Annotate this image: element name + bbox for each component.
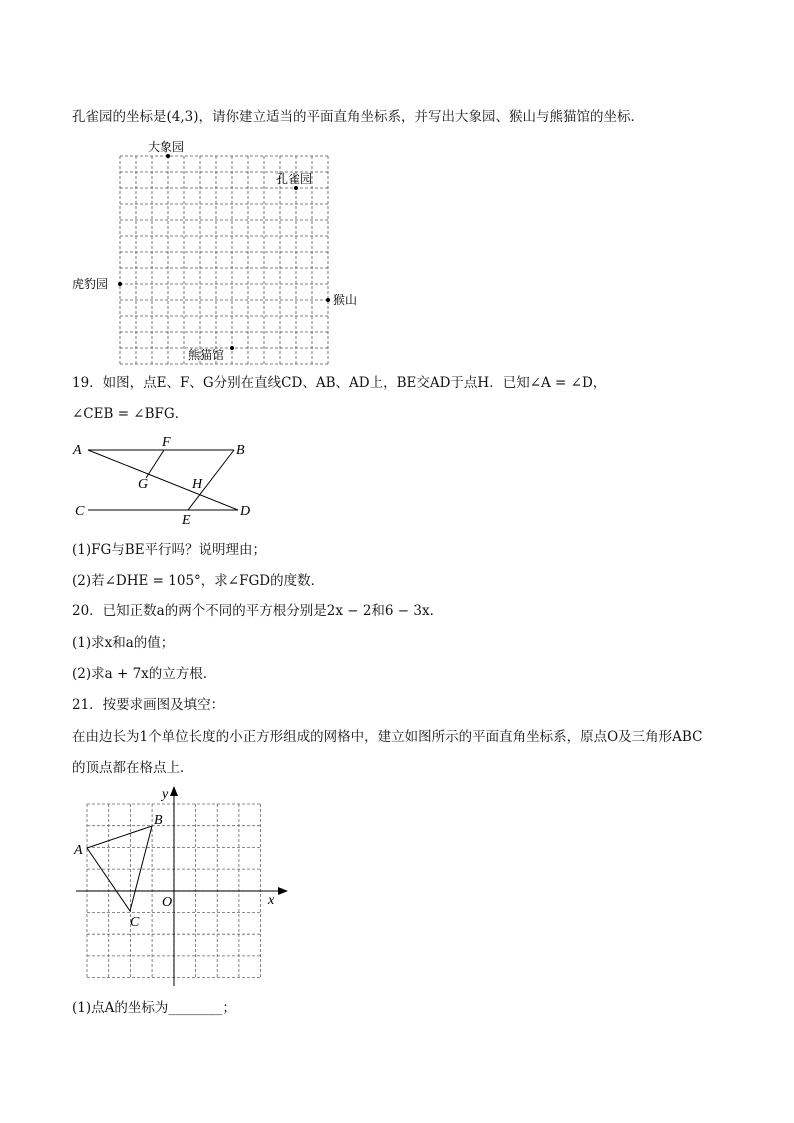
line-FG — [146, 450, 164, 478]
label-A: A — [74, 843, 83, 858]
elephant-point — [166, 154, 170, 158]
label-y: y — [162, 787, 169, 802]
zoo-map-figure — [72, 140, 392, 365]
q20-part1: (1)求x和a的值； — [72, 635, 175, 651]
q19-statement: 19．如图，点E、F、G分别在直线CD、AB、AD上，BE交AD于点H．已知∠A = ∠D， — [72, 375, 607, 391]
q21-description-cont: 的顶点都在格点上． — [72, 760, 194, 776]
panda-label: 熊猫馆 — [188, 348, 225, 362]
x-axis-arrow — [278, 887, 288, 895]
q21-part1: (1)点A的坐标为________； — [72, 1000, 236, 1016]
y-axis-arrow — [170, 786, 178, 796]
label-F: F — [162, 436, 171, 450]
label-G: G — [138, 477, 149, 492]
q21-description: 在由边长为1个单位长度的小正方形组成的网格中，建立如图所示的平面直角坐标系，原点O及三角形ABC — [72, 729, 703, 745]
label-B: B — [236, 443, 245, 458]
label-E: E — [182, 513, 191, 528]
line-AD — [88, 450, 238, 510]
peacock-label: 孔雀园 — [276, 172, 313, 186]
q21-statement: 21．按要求画图及填空： — [72, 697, 225, 713]
monkey-label: 猴山 — [333, 293, 358, 307]
q19-part2: (2)若∠DHE = 105°，求∠FGD的度数． — [72, 573, 325, 589]
tiger-label: 虎豹园 — [72, 277, 109, 291]
q18-statement: 孔雀园的坐标是(4,3)，请你建立适当的平面直角坐标系，并写出大象园、猴山与熊猫馆的坐标． — [72, 109, 645, 125]
q19-statement-cont: ∠CEB = ∠BFG． — [72, 406, 189, 422]
label-H: H — [192, 477, 203, 492]
elephant-label: 大象园 — [148, 140, 185, 154]
q20-statement: 20．已知正数a的两个不同的平方根分别是2x − 2和6 − 3x． — [72, 603, 444, 619]
peacock-point — [294, 186, 298, 190]
label-O: O — [162, 895, 173, 910]
label-A: A — [73, 443, 82, 458]
label-C: C — [130, 915, 140, 930]
label-x: x — [268, 893, 275, 908]
label-D: D — [240, 504, 251, 519]
q20-part2: (2)求a + 7x的立方根． — [72, 666, 217, 682]
q19-part1: (1)FG与BE平行吗？说明理由； — [72, 542, 267, 558]
label-C: C — [75, 504, 85, 519]
figure-21-coordinate-grid — [70, 786, 290, 986]
panda-point — [230, 346, 234, 350]
monkey-point — [326, 298, 330, 302]
tiger-point — [118, 282, 122, 286]
figure-19 — [72, 436, 272, 531]
label-B: B — [154, 813, 163, 828]
triangle-ABC — [87, 826, 152, 911]
